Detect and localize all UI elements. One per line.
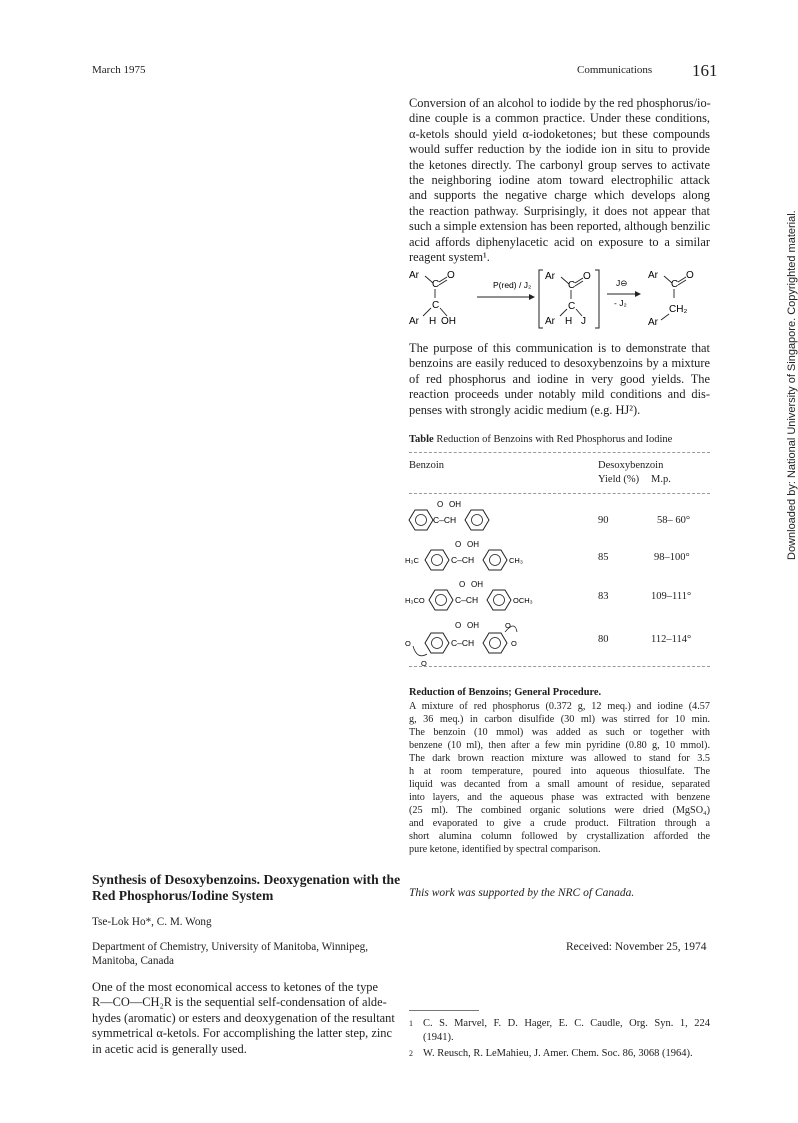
- purpose-line: benzoins are easily reduced to desoxybenzoins by a mixture: [409, 356, 710, 371]
- table-caption: [409, 434, 672, 445]
- header-date: March 1975: [92, 64, 146, 76]
- footnote-rule: [409, 1010, 479, 1011]
- scheme-o: O: [686, 270, 694, 281]
- procedure-line: and evaporated to give a crude product. Filtration through a: [409, 818, 710, 829]
- scheme-c: C: [432, 279, 440, 290]
- reference-text: W. Reusch, R. LeMahieu, J. Amer. Chem. Soc. 86, 3068 (1964).: [423, 1048, 693, 1059]
- procedure-heading: Reduction of Benzoins; General Procedure.: [409, 687, 602, 698]
- abstract-line: hydes (aromatic) or esters and deoxygenation of the resultant: [92, 1010, 395, 1025]
- procedure-line: A mixture of red phosphorus (0.372 g, 12 meq.) and iodine (4.57: [409, 701, 710, 712]
- intro-line: dine couple is a common practice. Under these conditions,: [409, 111, 710, 126]
- reference-text: C. S. Marvel, F. D. Hager, E. C. Caudle, Org. Syn. 1, 224: [423, 1018, 710, 1029]
- table-header-rule: [409, 493, 710, 494]
- purpose-line: The purpose of this communication is to demonstrate that: [409, 341, 710, 355]
- substituent-left: H₃CO: [405, 596, 425, 605]
- mp-value: 58– 60°: [657, 515, 691, 526]
- scheme-ch2: CH₂: [669, 304, 688, 315]
- procedure-paragraph: [409, 700, 710, 856]
- substituent-right: OCH₃: [513, 596, 533, 605]
- header-section: Communications: [577, 64, 653, 76]
- table-header-benzoin: Benzoin: [409, 460, 444, 471]
- procedure-line: pure ketone, identified by spectral comparison.: [409, 844, 601, 855]
- reference-item: [409, 1047, 710, 1061]
- mol-o: O: [421, 659, 427, 668]
- intro-line: α-ketols should yield α-iodoketones; but these compounds: [409, 126, 710, 141]
- table-bottom-rule: [409, 666, 710, 667]
- scheme-c: C: [432, 300, 440, 311]
- scheme-h: H: [565, 316, 573, 327]
- purpose-line: penses with strongly acidic medium (e.g. HJ²).: [409, 402, 641, 417]
- mol-core: C–CH: [433, 515, 457, 525]
- scheme-ar: Ar: [648, 317, 658, 328]
- page-number: 161: [692, 61, 718, 80]
- mol-oh: OH: [467, 621, 479, 630]
- mol-core: C–CH: [451, 555, 475, 565]
- abstract-line: R—CO—CH₂R is the sequential self-condensation of alde-: [92, 995, 387, 1010]
- table-row: [405, 621, 517, 668]
- mol-o: O: [459, 580, 466, 589]
- procedure-line: liquid was decanted from a small amount of residue, separated: [409, 779, 710, 790]
- table-header-yield: Yield (%): [598, 474, 640, 485]
- article-authors: Tse-Lok Ho*, C. M. Wong: [92, 916, 212, 928]
- scheme-c: C: [568, 301, 576, 312]
- procedure-line: h at room temperature, poured into aqueous thiosulfate. The: [409, 766, 710, 777]
- mol-o: O: [455, 540, 462, 549]
- table-caption-label: Table: [409, 434, 434, 445]
- scheme-reagent1: P(red) / J₂: [493, 280, 532, 290]
- table-structures: [405, 498, 595, 670]
- scheme-reagent2-top: J⊖: [616, 278, 628, 288]
- intro-line: reagent system¹.: [409, 249, 490, 264]
- mol-oh: OH: [467, 540, 479, 549]
- affiliation-line2: Manitoba, Canada: [92, 955, 175, 967]
- acknowledgement: This work was supported by the NRC of Canada.: [409, 887, 635, 899]
- mp-value: 98–100°: [654, 552, 690, 563]
- intro-line: the neighboring iodine atom toward electrophilic attack: [409, 172, 710, 187]
- intro-line: and supports the negative charge which develops along: [409, 188, 710, 203]
- reference-number: 1: [409, 1019, 413, 1028]
- intro-line: acid affords diphenylacetic acid on exposure to a similar: [409, 234, 710, 249]
- mol-oh: OH: [471, 580, 483, 589]
- scheme-ar: Ar: [545, 316, 555, 327]
- purpose-line: of red phosphorus and iodine in very good yields. The: [409, 371, 710, 386]
- intro-line: such a simple extension has been reported, although benzilic: [409, 219, 710, 234]
- abstract-line: in acetic acid is generally used.: [92, 1041, 247, 1056]
- scheme-reagent2-bottom: - J₂: [614, 298, 627, 308]
- intro-line: Conversion of an alcohol to iodide by the red phosphorus/io-: [409, 96, 711, 110]
- substituent-left: H₃C: [405, 556, 419, 565]
- scheme-c: C: [671, 279, 679, 290]
- abstract-paragraph: [92, 980, 395, 1057]
- table-row: [405, 580, 533, 610]
- scheme-o: O: [447, 270, 455, 281]
- procedure-line: The dark brown reaction mixture was allowed to stand for 3.5: [409, 753, 710, 764]
- yield-value: 80: [598, 634, 609, 645]
- yield-value: 90: [598, 515, 609, 526]
- procedure-line: short alumina column followed by crystallization afforded the: [409, 831, 710, 842]
- procedure-line: The benzoin (10 mmol) was added as such or together with: [409, 727, 710, 738]
- reference-number: 2: [409, 1049, 413, 1058]
- scheme-h: H: [429, 316, 437, 327]
- scheme-o: O: [583, 271, 591, 282]
- yield-value: 83: [598, 591, 609, 602]
- scheme-ar: Ar: [545, 271, 555, 282]
- reference-continuation: (1941).: [423, 1032, 454, 1043]
- table-header-desoxy: Desoxybenzoin: [598, 460, 664, 471]
- table-caption-text: Reduction of Benzoins with Red Phosphorus and Iodine: [436, 434, 673, 445]
- reaction-scheme: [405, 264, 715, 336]
- mp-value: 112–114°: [651, 634, 692, 645]
- intro-paragraph: [409, 96, 710, 265]
- scheme-c: C: [568, 280, 576, 291]
- intro-line: the reaction pathway. Surprisingly, it does not appear that: [409, 203, 710, 218]
- references: [409, 1017, 710, 1061]
- scheme-ar: Ar: [409, 316, 419, 327]
- yield-value: 85: [598, 552, 609, 563]
- table-row: [405, 540, 523, 570]
- abstract-line: One of the most economical access to ketones of the type: [92, 980, 378, 994]
- mol-o: O: [455, 621, 462, 630]
- substituent-right: CH₃: [509, 556, 523, 565]
- procedure-line: benzene (10 ml), then after a few min pyridine (0.80 g, 10 mmol).: [409, 740, 710, 751]
- mol-o: O: [505, 621, 511, 630]
- mol-core: C–CH: [455, 595, 479, 605]
- scheme-oh: OH: [441, 316, 456, 327]
- reference-item: [409, 1017, 710, 1031]
- mol-o: O: [437, 500, 444, 509]
- substituent-left: O: [405, 639, 411, 648]
- purpose-line: reaction proceeds under notably mild conditions and dis-: [409, 387, 710, 402]
- intro-line: the ketones directly. The carbonyl group serves to activate: [409, 157, 710, 172]
- scheme-j: J: [581, 316, 586, 327]
- download-notice: Downloaded by: National University of Singapore. Copyrighted material.: [786, 210, 798, 560]
- intro-line: would suffer reduction by the iodide ion in situ to provide: [409, 142, 710, 157]
- table-top-rule: [409, 452, 710, 453]
- purpose-paragraph: [409, 341, 710, 418]
- mol-core: C–CH: [451, 638, 475, 648]
- mol-oh: OH: [449, 500, 461, 509]
- procedure-line: g, 36 meq.) in carbon disulfide (30 ml) was stirred for 10 min.: [409, 714, 710, 725]
- substituent-right: O: [511, 639, 517, 648]
- received-date: Received: November 25, 1974: [566, 941, 707, 953]
- scheme-ar: Ar: [409, 270, 419, 281]
- table-row: [409, 500, 489, 530]
- article-title-line2: Red Phosphorus/Iodine System: [92, 888, 274, 903]
- mp-value: 109–111°: [651, 591, 692, 602]
- procedure-line: (25 ml). The combined organic solutions were dried (MgSO₄): [409, 805, 710, 816]
- procedure-line: into layers, and the aqueous phase was extracted with benzene: [409, 792, 710, 803]
- table-header-mp: M.p.: [651, 474, 671, 485]
- abstract-line: symmetrical α-ketols. For accomplishing the latter step, zinc: [92, 1026, 393, 1041]
- scheme-ar: Ar: [648, 270, 658, 281]
- article-title-line1: Synthesis of Desoxybenzoins. Deoxygenation with the: [92, 872, 401, 887]
- affiliation-line1: Department of Chemistry, University of Manitoba, Winnipeg,: [92, 941, 369, 953]
